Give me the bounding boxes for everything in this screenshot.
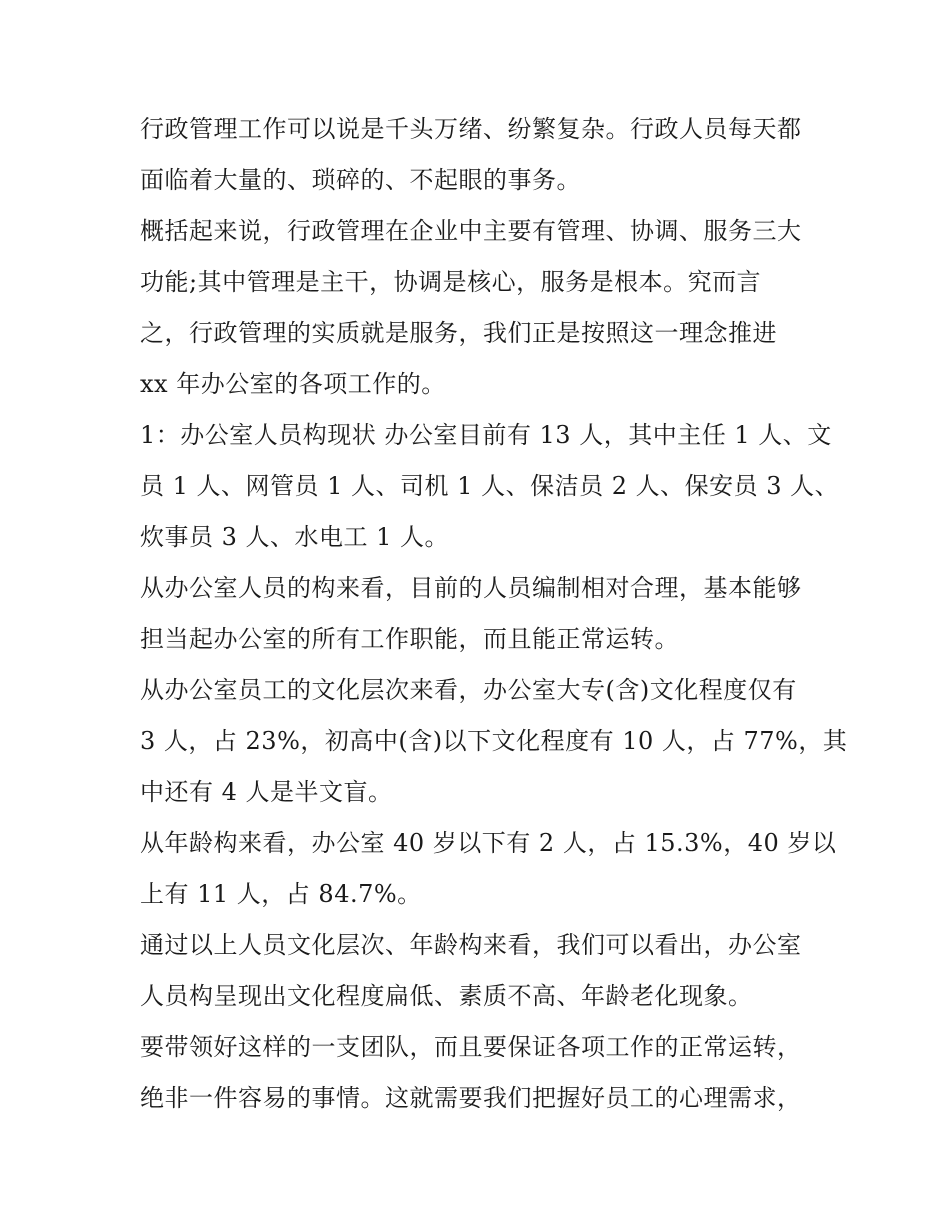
text-line: 面临着大量的、琐碎的、不起眼的事务。 (140, 166, 581, 194)
text-line: 要带领好这样的一支团队，而且要保证各项工作的正常运转， (140, 1033, 802, 1061)
text-line: 3 人，占 23%，初高中(含)以下文化程度有 10 人，占 77%，其 (140, 727, 848, 755)
text-line: 人员构呈现出文化程度扁低、素质不高、年龄老化现象。 (140, 982, 753, 1010)
text-line: 中还有 4 人是半文盲。 (140, 778, 393, 806)
document-body (140, 104, 848, 1124)
text-line: 上有 11 人，占 84.7%。 (140, 880, 422, 908)
text-line: 从办公室员工的文化层次来看，办公室大专(含)文化程度仅有 (140, 676, 797, 704)
text-line: 担当起办公室的所有工作职能，而且能正常运转。 (140, 625, 679, 653)
text-line: 之，行政管理的实质就是服务，我们正是按照这一理念推进 (140, 319, 777, 347)
text-line: 概括起来说，行政管理在企业中主要有管理、协调、服务三大 (140, 217, 802, 245)
text-line: 从年龄构来看，办公室 40 岁以下有 2 人，占 15.3%，40 岁以 (140, 829, 837, 857)
text-line: 员 1 人、网管员 1 人、司机 1 人、保洁员 2 人、保安员 3 人、 (140, 472, 840, 500)
text-line: 1：办公室人员构现状 办公室目前有 13 人，其中主任 1 人、文 (140, 421, 832, 449)
text-line: xx 年办公室的各项工作的。 (140, 370, 446, 398)
text-line: 炊事员 3 人、水电工 1 人。 (140, 523, 450, 551)
text-line: 行政管理工作可以说是千头万绪、纷繁复杂。行政人员每天都 (140, 115, 802, 143)
text-line: 通过以上人员文化层次、年龄构来看，我们可以看出，办公室 (140, 931, 802, 959)
text-line: 绝非一件容易的事情。这就需要我们把握好员工的心理需求， (140, 1084, 802, 1112)
text-line: 从办公室人员的构来看，目前的人员编制相对合理，基本能够 (140, 574, 802, 602)
text-line: 功能;其中管理是主干，协调是核心，服务是根本。究而言 (140, 268, 762, 296)
